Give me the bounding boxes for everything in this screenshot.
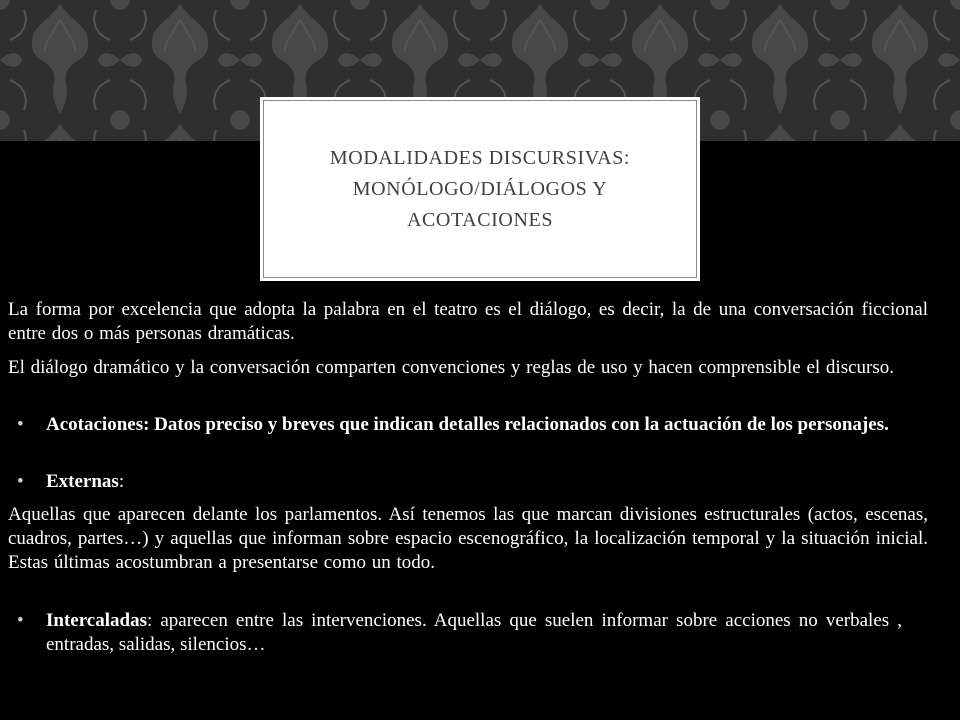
bullet-icon: • [17,471,24,492]
bullet-icon: • [17,610,24,631]
paragraph-dialogo: La forma por excelencia que adopta la palabra en el teatro es el diálogo, es decir, la de una conversación ficcional entre dos o más personas dramáticas. [8,299,928,344]
bullet-externas-rest: : [118,471,125,492]
paragraph-conversacion: El diálogo dramático y la conversación comparten convenciones y reglas de uso y hacen comprensible el discurso. [8,357,895,378]
paragraph-externas: Aquellas que aparecen delante los parlamentos. Así tenemos las que marcan divisiones estructurales (actos, escenas, cuadros, partes…) y aquellas que informan sobre espacio escenográfico, la localización temporal y la situación inicial. Estas últimas acostumbran a presentarse como un todo. [8,504,928,573]
bullet-externas-term: Externas [46,471,119,492]
bullet-intercaladas-text [46,609,902,657]
bullet-acotaciones-text: Acotaciones: Datos preciso y breves que indican detalles relacionados con la actuación de los personajes. [46,414,889,435]
bullet-intercaladas-term: Intercaladas [46,610,147,631]
bullet-externas-text [46,470,902,494]
bullet-icon: • [17,414,24,435]
title-box [260,97,700,281]
slide-title: MODALIDADES DISCURSIVAS: MONÓLOGO/DIÁLOGOS Y ACOTACIONES [329,147,631,231]
bullet-intercaladas-rest: : aparecen entre las intervenciones. Aquellas que suelen informar sobre acciones no verbales , entradas, salidas, silencios… [46,610,902,655]
